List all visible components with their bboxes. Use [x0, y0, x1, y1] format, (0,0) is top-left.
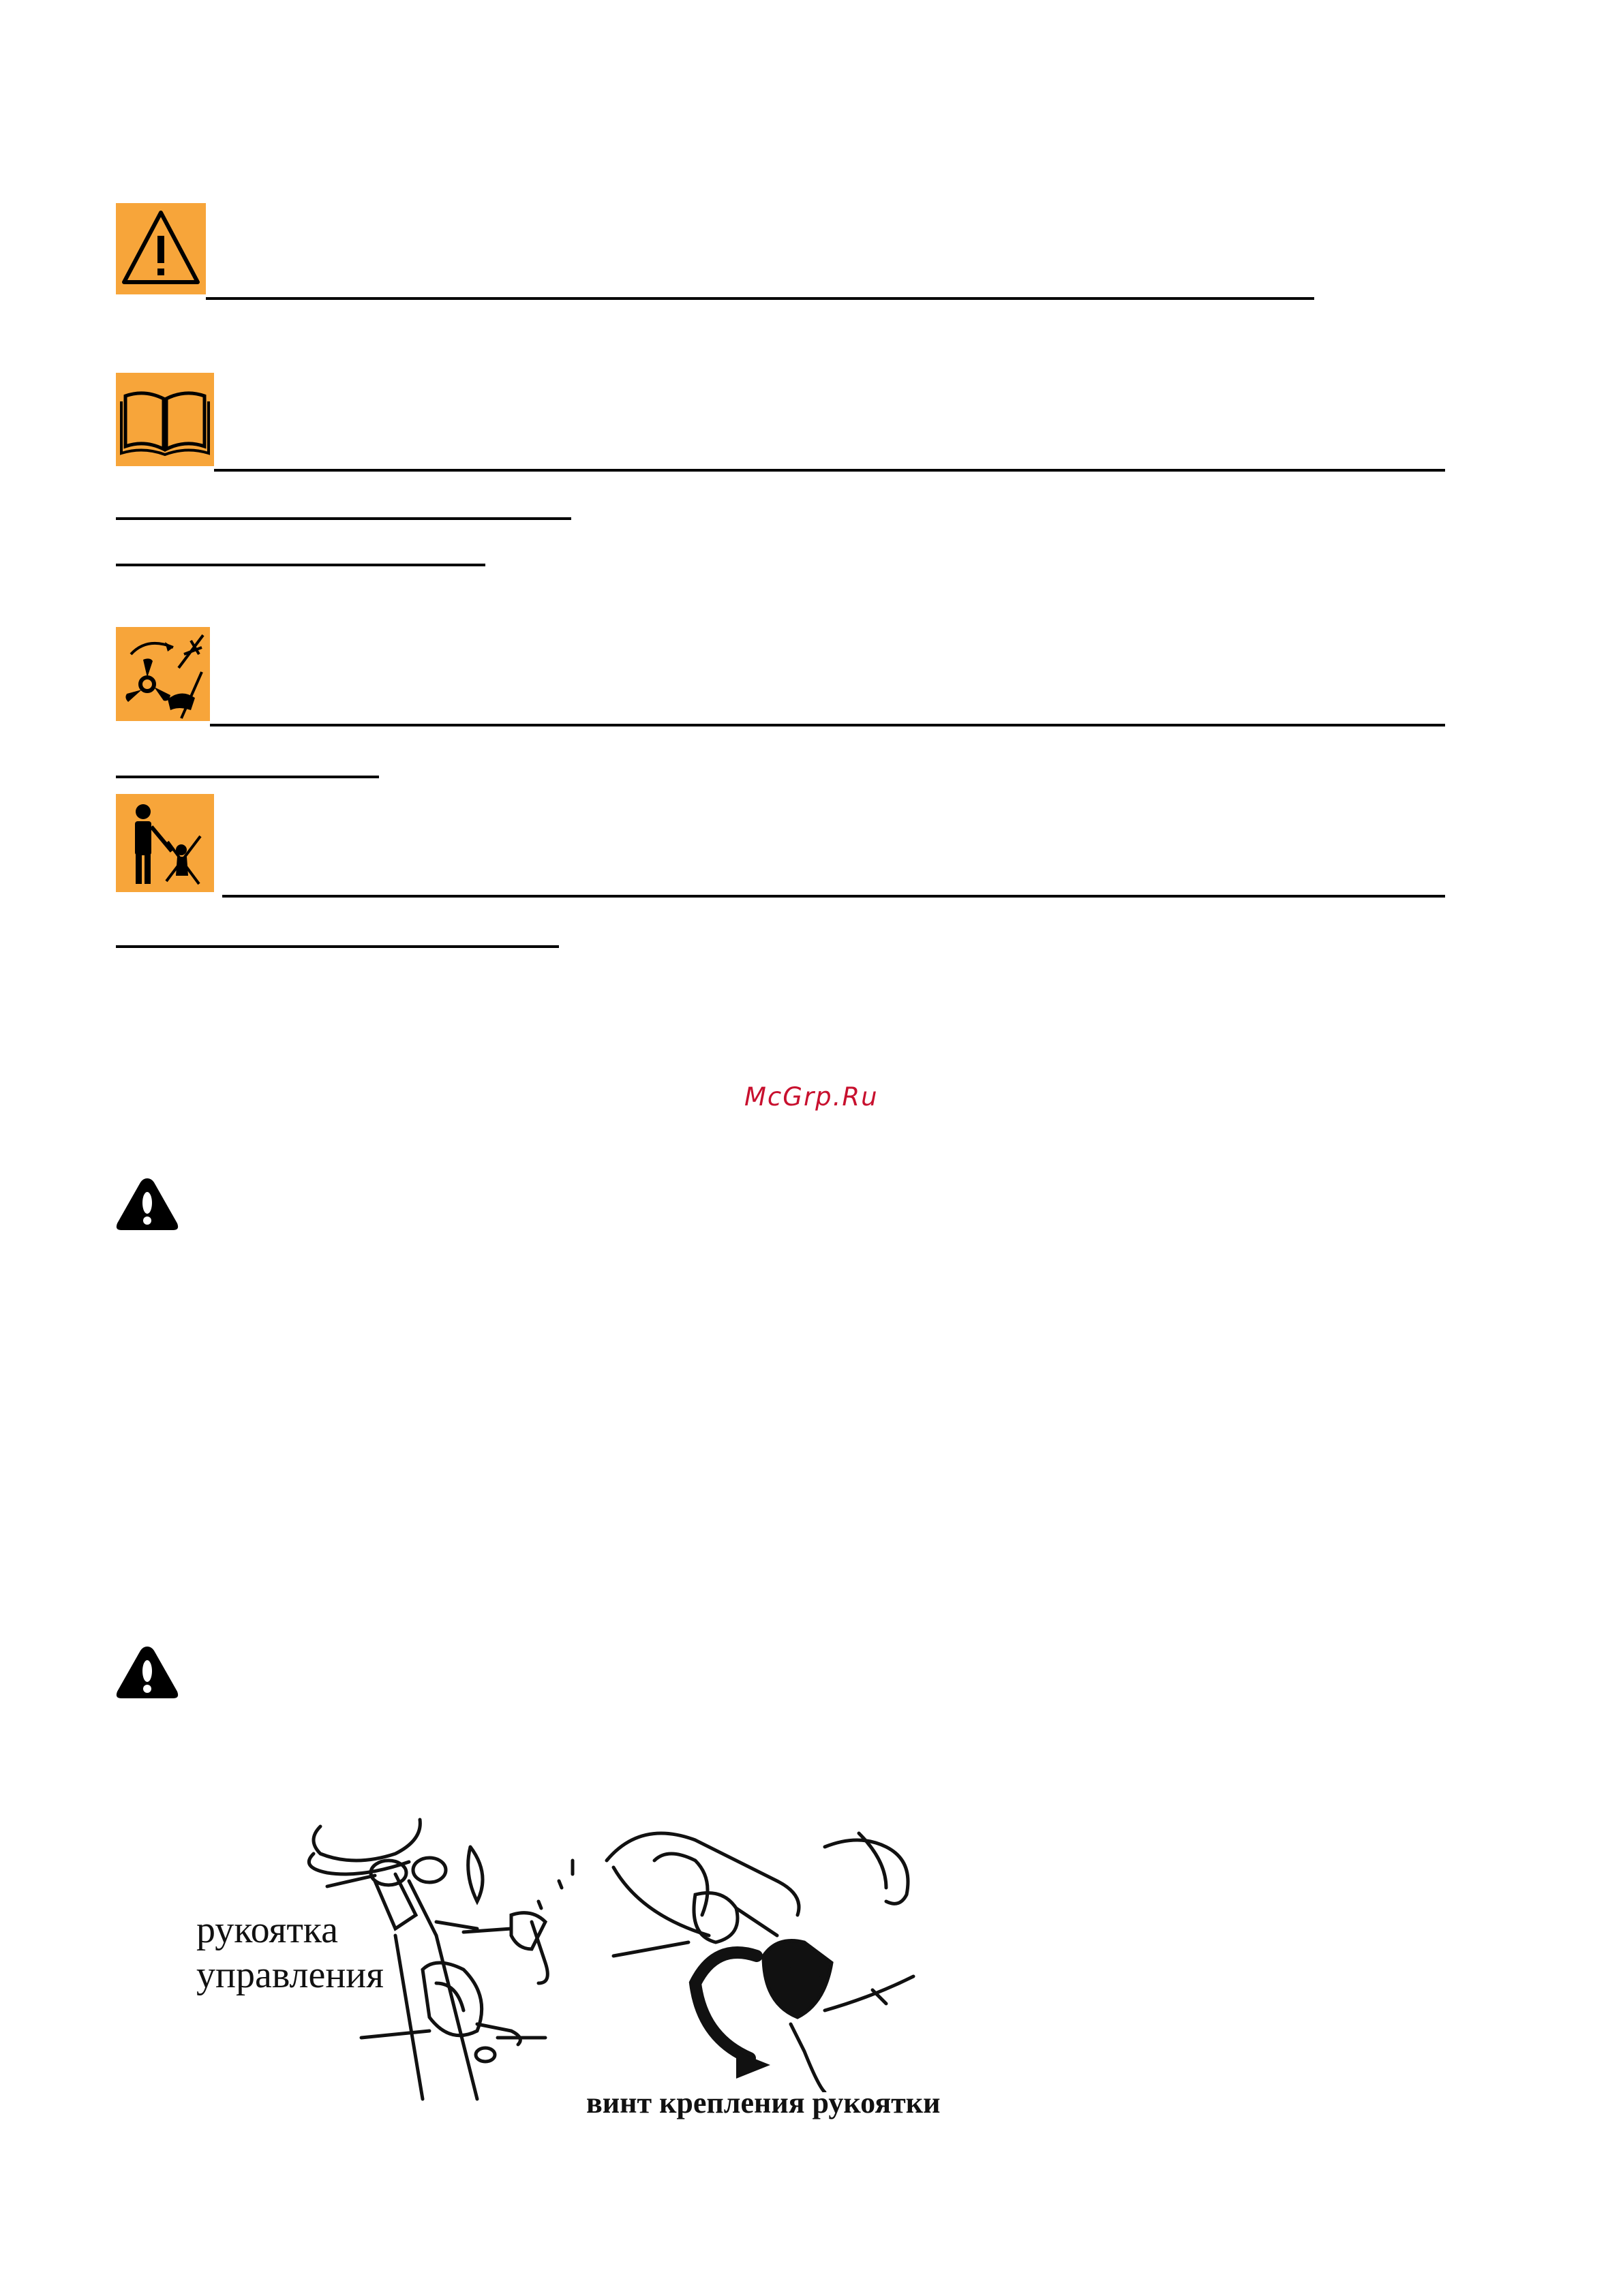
- rotating-blade-hazard-icon: [116, 627, 210, 721]
- read-manual-icon: [116, 373, 214, 466]
- blank-line: [222, 895, 1445, 898]
- blank-line: [214, 469, 1445, 472]
- blank-line: [116, 517, 571, 520]
- watermark: McGrp.Ru: [744, 1082, 879, 1112]
- blank-line: [116, 564, 485, 566]
- screw-caption: винт крепления рукоятки: [586, 2086, 941, 2119]
- handle-screw-illustration: [600, 1820, 941, 2092]
- warning-triangle-icon: [116, 203, 206, 294]
- blank-line: [116, 776, 379, 778]
- attention-icon: [115, 1176, 180, 1233]
- blank-line: [116, 945, 559, 948]
- attention-icon: [115, 1644, 180, 1701]
- handle-label-line2: управления: [196, 1954, 384, 1996]
- blank-line: [210, 724, 1445, 726]
- keep-children-away-icon: [116, 794, 214, 892]
- blank-line: [206, 297, 1314, 300]
- handle-label-line1: рукоятка: [196, 1909, 339, 1951]
